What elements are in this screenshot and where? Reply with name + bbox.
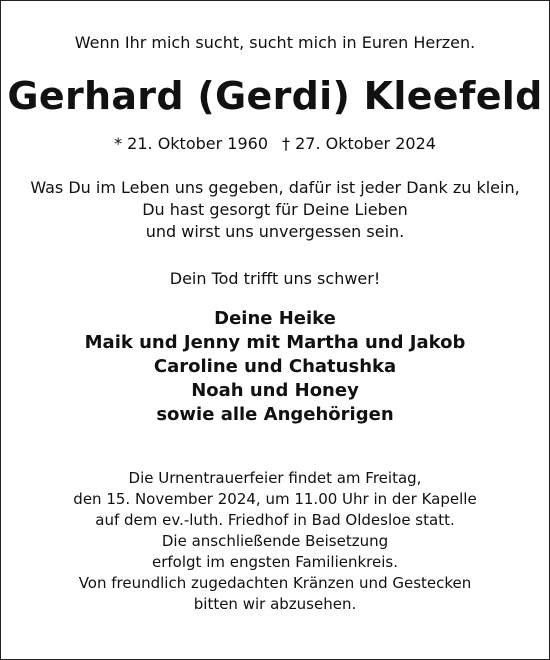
life-dates-line [0, 133, 550, 155]
mourner-entry: Caroline und Chatushka [153, 356, 397, 377]
motto-text: Wenn Ihr mich sucht, sucht mich in Euren Herzen. [74, 33, 476, 52]
service-line: den 15. November 2024, um 11.00 Uhr in der Kapelle [73, 490, 477, 508]
service-line: Die anschließende Beisetzung [161, 532, 389, 550]
mourner-entry: sowie alle Angehörigen [156, 404, 394, 425]
poem [0, 177, 550, 243]
mourners-list [0, 307, 550, 427]
birth-date: * 21. Oktober 1960 [114, 134, 268, 153]
deceased-name: Gerhard (Gerdi) Kleefeld [7, 74, 543, 118]
mourner-entry: Noah und Honey [191, 380, 359, 401]
service-line: Die Urnentrauerfeier findet am Freitag, [128, 469, 422, 487]
deceased-name-heading [0, 70, 550, 122]
service-line: bitten wir abzusehen. [193, 595, 357, 613]
mourner-entry: Deine Heike [214, 308, 336, 329]
motto [0, 32, 550, 54]
service-line: auf dem ev.-luth. Friedhof in Bad Oldesloe statt. [95, 511, 455, 529]
poem-line: Was Du im Leben uns gegeben, dafür ist jeder Dank zu klein, [30, 178, 520, 197]
grief-statement [0, 268, 550, 290]
poem-line: Du hast gesorgt für Deine Lieben [142, 200, 408, 219]
mourner-entry: Maik und Jenny mit Martha und Jakob [84, 332, 466, 353]
death-date: † 27. Oktober 2024 [282, 134, 436, 153]
poem-line: und wirst uns unvergessen sein. [145, 222, 405, 241]
service-information [0, 468, 550, 615]
grief-line: Dein Tod trifft uns schwer! [169, 269, 381, 288]
service-line: Von freundlich zugedachten Kränzen und Gestecken [78, 574, 472, 592]
life-dates [0, 133, 550, 155]
service-line: erfolgt im engsten Familienkreis. [152, 553, 398, 571]
